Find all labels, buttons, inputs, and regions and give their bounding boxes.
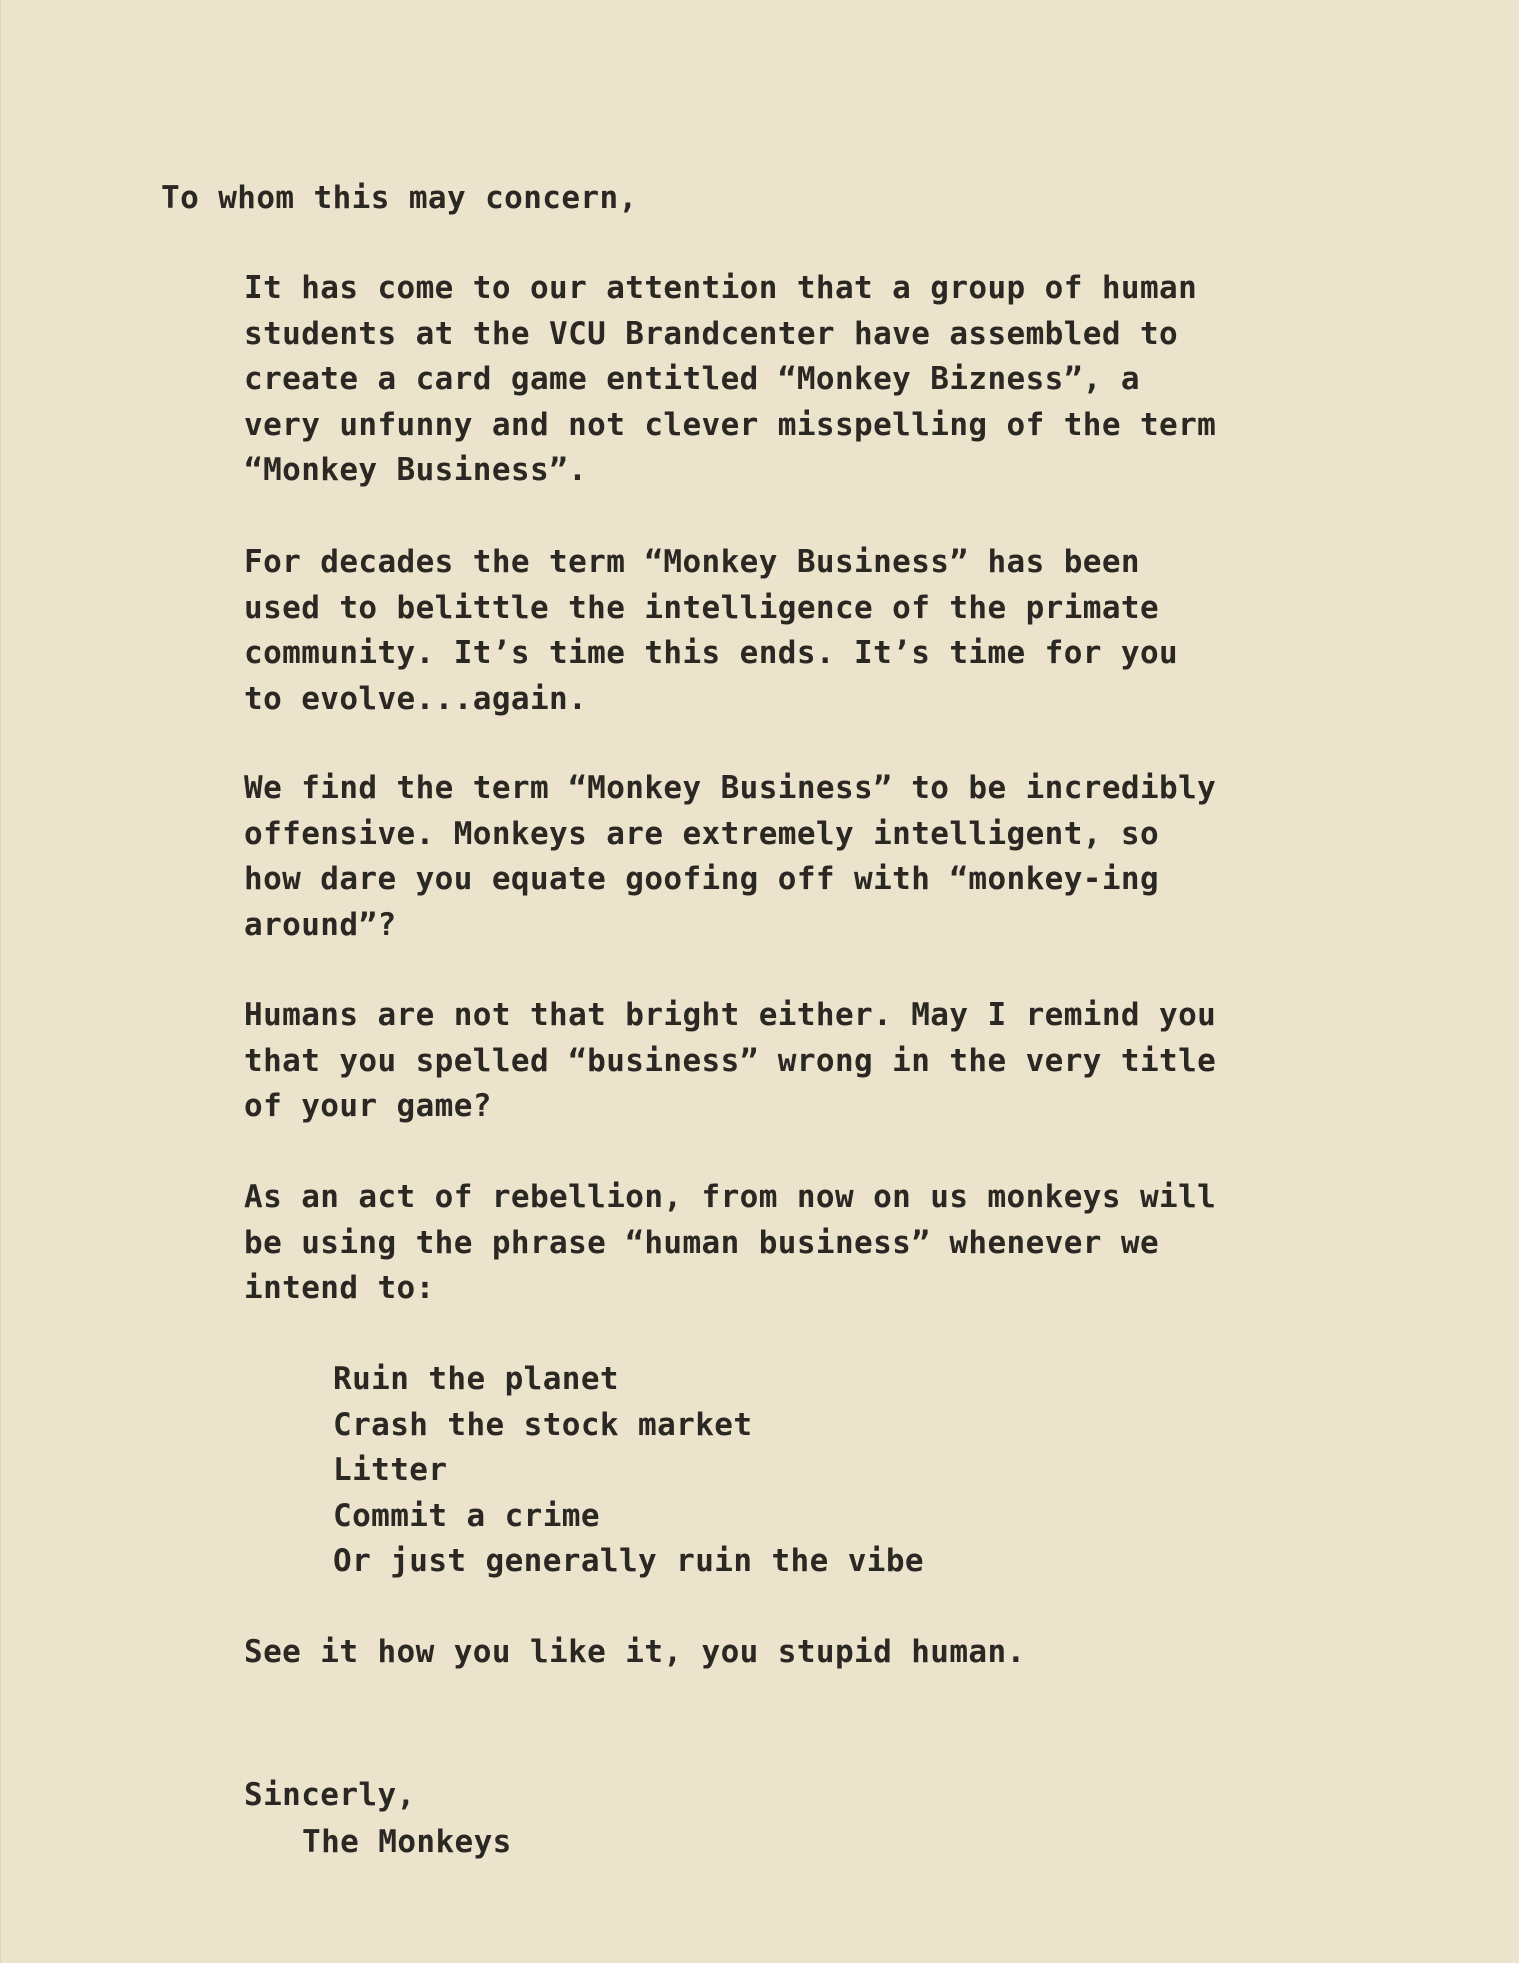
list-item: Or just generally ruin the vibe bbox=[333, 1543, 924, 1579]
intent-list bbox=[333, 1357, 924, 1585]
paragraph-rebellion: As an act of rebellion, from now on us monkeys will be using the phrase “human business” whenever we intend to: bbox=[244, 1179, 1217, 1306]
list-item: Litter bbox=[333, 1452, 448, 1488]
paragraph-decades: For decades the term “Monkey Business” has been used to belittle the intelligence of the primate community. It’s time this ends. It’s time for you to evolve...again. bbox=[244, 544, 1179, 717]
salutation: To whom this may concern, bbox=[161, 180, 638, 216]
paragraph-humans: Humans are not that bright either. May I remind you that you spelled “business” wrong in the very title of your game? bbox=[244, 997, 1217, 1124]
list-item: Commit a crime bbox=[333, 1497, 600, 1534]
signoff: Sincerly, bbox=[244, 1777, 416, 1813]
closing-line: See it how you like it, you stupid human. bbox=[244, 1634, 1026, 1670]
list-item: Crash the stock market bbox=[333, 1406, 753, 1443]
paragraph-intro: It has come to our attention that a group of human students at the VCU Brandcenter have assembled to create a card game entitled “Monkey Bizness”, a very unfunny and not clever misspelling of the term “Monkey Business”. bbox=[244, 270, 1217, 488]
list-item: Ruin the planet bbox=[333, 1361, 619, 1397]
paragraph-offensive: We find the term “Monkey Business” to be incredibly offensive. Monkeys are extremely intelligent, so how dare you equate goofing off with “monkey-ing around”? bbox=[244, 770, 1217, 943]
signature: The Monkeys bbox=[302, 1824, 512, 1860]
